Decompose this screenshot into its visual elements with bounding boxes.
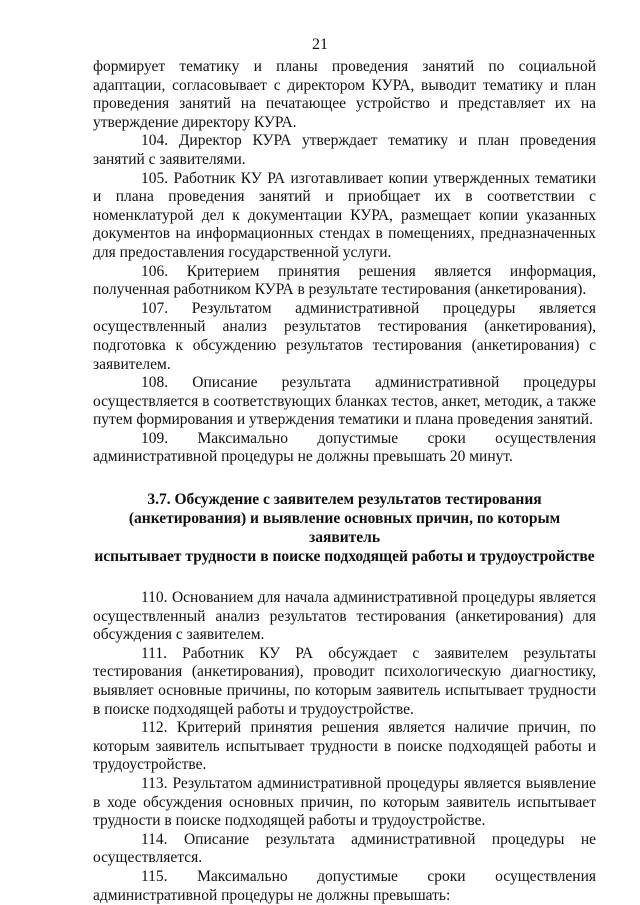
paragraph-112: 112. Критерий принятия решения является наличие причин, по которым заявитель испытывает трудности в поиске подходящей работы и трудоустройстве. [93,719,596,774]
heading-line: 3.7. Обсуждение с заявителем результатов тестирования [147,491,542,509]
paragraph-109: 109. Максимально допустимые сроки осуществления административной процедуры не должны превышать 20 минут. [93,429,596,466]
paragraph-107: 107. Результатом административной процедуры является осуществленный анализ результатов тестирования (анкетирования), подготовка к обсуждению результатов тестирования (анкетирования) с заявителем. [93,299,596,373]
paragraph-114: 114. Описание результата административной процедуры не осуществляется. [93,830,596,867]
page-number: 21 [312,36,328,53]
paragraph-111: 111. Работник КУ РА обсуждает с заявителем результаты тестирования (анкетирования), проводит психологическую диагностику, выявляет основные причины, по которым заявитель испытывает трудности в поиске подходящей работы и трудоустройстве. [93,644,596,718]
paragraph-113: 113. Результатом административной процедуры является выявление в ходе обсуждения основных причин, по которым заявитель испытывает трудности в поиске подходящей работы и трудоустройстве. [93,775,596,830]
paragraph-105: 105. Работник КУ РА изготавливает копии утвержденных тематики и плана проведения занятий и приобщает их в соответствии с номенклатурой дел к документации КУРА, размещает копии указанных документов на информационных стендах в помещениях, предназначенных для предоставления государственной услуги. [93,169,596,261]
paragraph-115: 115. Максимально допустимые сроки осуществления административной процедуры не должны превышать: [93,867,596,904]
section-heading [93,490,596,566]
heading-line: (анкетирования) и выявление основных причин, по которым заявитель [128,510,561,547]
page-body [93,58,596,905]
paragraph-106: 106. Критерием принятия решения является информация, полученная работником КУРА в результате тестирования (анкетирования). [93,262,596,299]
paragraph-108: 108. Описание результата административной процедуры осуществляется в соответствующих бланках тестов, анкет, методик, а также путем формирования и утверждения тематики и плана проведения занятий. [93,374,596,429]
paragraph-104: 104. Директор КУРА утверждает тематику и план проведения занятий с заявителями. [93,132,596,168]
paragraph-110: 110. Основанием для начала административной процедуры является осуществленный анализ результатов тестирования (анкетирования) для обсуждения с заявителем. [93,589,596,644]
paragraph-continuation: формирует тематику и планы проведения занятий по социальной адаптации, согласовывает с директором КУРА, выводит тематику и план проведения занятий на печатающее устройство и представляет их на утверждение директору КУРА. [93,58,596,131]
heading-line: испытывает трудности в поиске подходящей работы и трудоустройстве [94,548,595,566]
